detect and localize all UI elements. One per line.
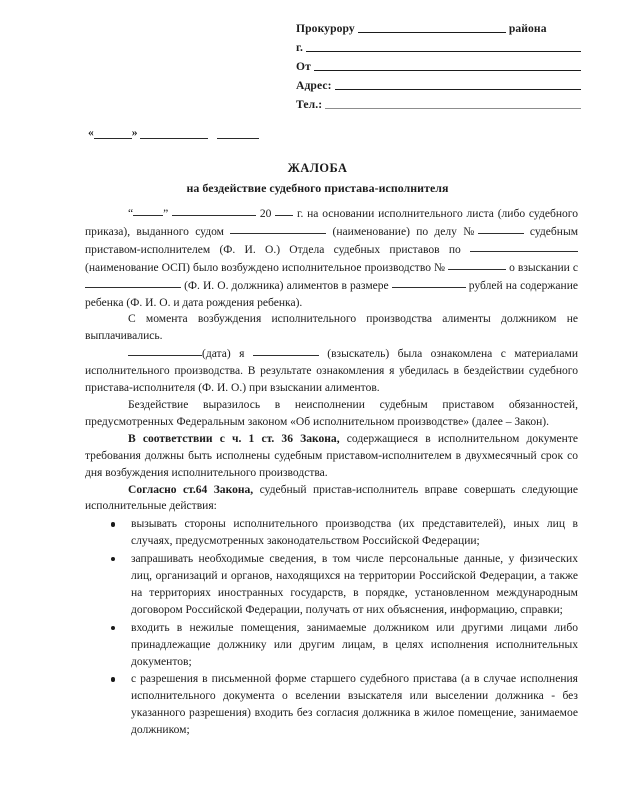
- addressee-suffix-district: района: [508, 22, 547, 35]
- list-item: [85, 620, 578, 671]
- addressee-blank-address[interactable]: [335, 78, 581, 90]
- list-item-text: запрашивать необходимые сведения, в том числе персональные данные, у физических лиц, организаций и органов, находящихся на территории Российской Федерации, а также на территориях иностранных государств, в порядке, установленном международным договором Российской Федерации, получать от них объяснения, информацию, справки;: [131, 553, 578, 616]
- para1-text-c: судебным приставом-исполнителем (Ф. И. О.) Отдела судебных приставов по: [85, 225, 579, 256]
- blank-year[interactable]: [275, 205, 293, 216]
- title-block: [0, 160, 635, 196]
- bullet-icon: [111, 677, 115, 681]
- para3-text-b: (взыскатель) была ознакомлена с материалами исполнительного производства. В результате ознакомления я убедилась в бездействии судебного пристава-исполнителя (Ф. И. О.) при взыскании алиментов.: [85, 348, 579, 395]
- paragraph-inaction-description: Бездействие выразилось в неисполнении судебным приставом обязанностей, предусмотренных Федеральным законом «Об исполнительном производстве» (далее – Закон).: [85, 398, 578, 428]
- addressee-blank-city[interactable]: [306, 40, 581, 52]
- blank-day[interactable]: [133, 205, 163, 216]
- addressee-label-city: г.: [296, 41, 304, 54]
- blank-review-date[interactable]: [128, 345, 202, 356]
- paragraph-article-64: [85, 482, 578, 516]
- addressee-blank-from[interactable]: [314, 59, 581, 71]
- date-line: [88, 127, 259, 139]
- para1-text-a: г. на основании исполнительного листа (либо судебного приказа), выданного судом: [85, 208, 578, 238]
- addressee-label-phone: Тел.:: [296, 98, 323, 111]
- date-close-quote: »: [131, 126, 138, 139]
- date-open-quote: «: [88, 126, 94, 139]
- para3-text-a: (дата) я: [202, 348, 245, 361]
- list-item: [85, 671, 578, 739]
- executive-actions-list: [85, 516, 578, 739]
- para1-quote-open: “: [128, 208, 134, 220]
- para1-text-f: (Ф. И. О. должника) алиментов в размере: [184, 279, 389, 292]
- date-blank-day[interactable]: [94, 128, 132, 139]
- bullet-icon: [111, 522, 115, 526]
- para1-quote-close: ”: [163, 208, 169, 220]
- paragraph-case-details: [85, 205, 578, 311]
- addressee-block: [296, 16, 584, 111]
- addressee-row-city: [296, 35, 584, 54]
- list-item: [85, 551, 578, 619]
- para1-text-d: (наименование ОСП) было возбуждено исполнительное производство №: [85, 261, 446, 274]
- addressee-row-from: [296, 54, 584, 73]
- document-body: [85, 205, 578, 739]
- list-item-text: вызывать стороны исполнительного производства (их представителей), иных лиц в случаях, предусмотренных законодательством Российской Федерации;: [131, 518, 578, 548]
- addressee-blank-phone[interactable]: [325, 97, 581, 109]
- blank-alimony-amount[interactable]: [392, 277, 466, 288]
- page-title: ЖАЛОБА: [287, 161, 348, 175]
- para1-text-g: рублей на содержание ребенка (Ф. И. О. и дата рождения ребенка).: [85, 279, 579, 309]
- addressee-label-address: Адрес:: [296, 79, 332, 92]
- paragraph-case-review: [85, 345, 578, 397]
- page-subtitle: на бездействие судебного пристава-исполнителя: [186, 181, 449, 195]
- date-blank-year[interactable]: [217, 128, 259, 139]
- para5-rest: содержащиеся в исполнительном документе требования должны быть исполнены судебным приставом-исполнителем в двухмесячный срок со дня возбуждения исполнительного производства.: [85, 432, 578, 479]
- addressee-row-prosecutor: [296, 16, 584, 35]
- para1-text-b: (наименование) по делу №: [332, 225, 478, 238]
- blank-month[interactable]: [172, 205, 256, 216]
- addressee-row-address: [296, 73, 584, 92]
- blank-court-name[interactable]: [230, 223, 326, 234]
- list-item: [85, 516, 578, 550]
- addressee-label-from: От: [296, 60, 311, 73]
- date-blank-month[interactable]: [140, 128, 208, 139]
- blank-osp-name[interactable]: [470, 241, 578, 252]
- para6-rest: судебный пристав-исполнитель вправе совершать следующие исполнительные действия:: [85, 483, 578, 513]
- addressee-blank-prosecutor-district[interactable]: [358, 21, 506, 33]
- para5-bold-lead: В соответствии с ч. 1 ст. 36 Закона,: [128, 432, 340, 445]
- blank-case-number[interactable]: [478, 223, 524, 234]
- blank-proceeding-number[interactable]: [448, 259, 506, 270]
- list-item-text: входить в нежилые помещения, занимаемые должником или другими лицами либо принадлежащие должнику или другим лицам, в целях исполнения исполнительных документов;: [131, 621, 578, 668]
- bullet-icon: [111, 626, 115, 630]
- blank-debtor-name[interactable]: [85, 277, 181, 288]
- paragraph-non-payment: С момента возбуждения исполнительного производства алименты должником не выплачивались.: [85, 313, 578, 343]
- para1-text-e: о взыскании с: [509, 261, 578, 274]
- list-item-text: с разрешения в письменной форме старшего судебного пристава (а в случае исполнения исполнительного документа о вселении взыскателя или выселении должника - без указанного разрешения) входить без согласия должника в жилое помещение, занимаемое должником;: [131, 673, 578, 737]
- addressee-row-phone: [296, 92, 584, 111]
- addressee-label-prosecutor: Прокурору: [296, 22, 355, 35]
- para6-bold-lead: Согласно ст.64 Закона,: [128, 483, 254, 496]
- paragraph-article-36: [85, 431, 578, 482]
- bullet-icon: [111, 557, 115, 561]
- blank-claimant-name[interactable]: [253, 345, 319, 356]
- para1-year-prefix: 20: [259, 208, 272, 220]
